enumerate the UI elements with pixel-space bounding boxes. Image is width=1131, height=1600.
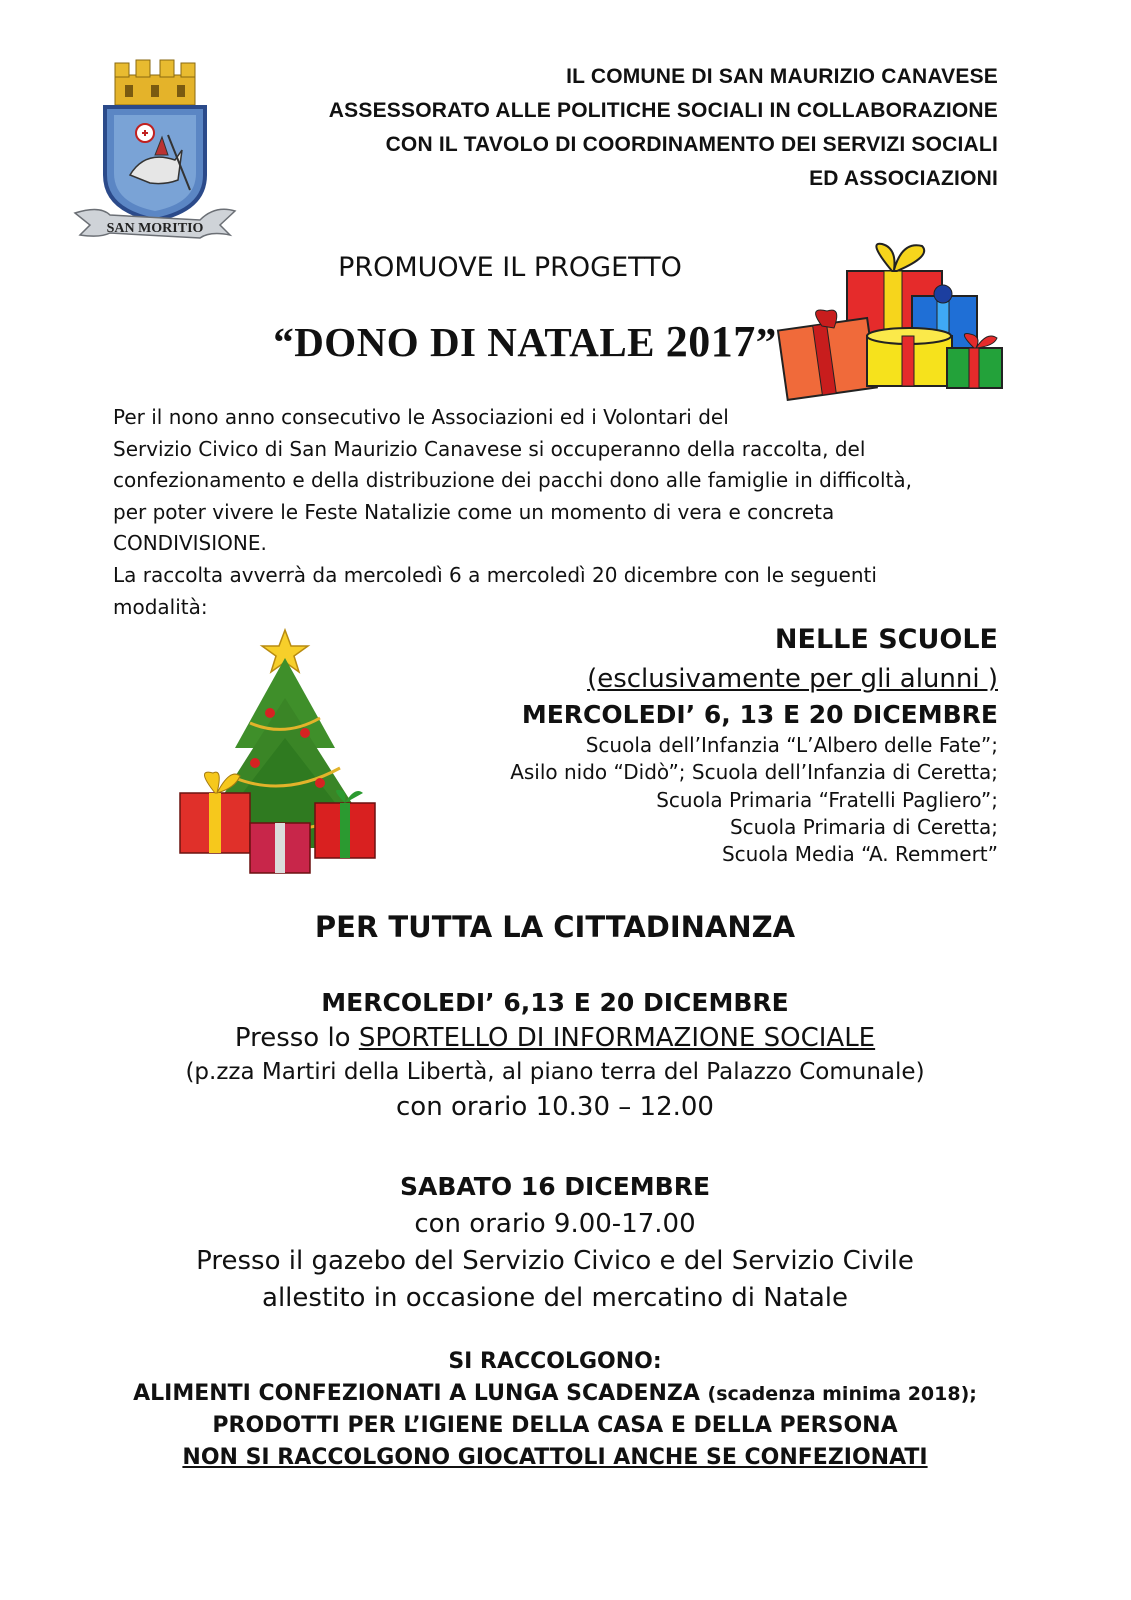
schools-section xyxy=(510,620,998,868)
wednesday-place xyxy=(0,1021,1110,1056)
intro-line: La raccolta avverrà da mercoledì 6 a mercoledì 20 dicembre con le seguenti xyxy=(113,562,877,587)
header-line: ED ASSOCIAZIONI xyxy=(809,167,998,190)
schools-list xyxy=(510,732,998,868)
municipal-crest-icon xyxy=(70,55,240,255)
intro-paragraph-2 xyxy=(113,560,1013,623)
intro-line: Per il nono anno consecutivo le Associazioni ed i Volontari del xyxy=(113,405,729,429)
school-item: Scuola Media “A. Remmert” xyxy=(721,842,998,867)
saturday-hours: con orario 9.00-17.00 xyxy=(414,1209,696,1239)
promo-subtitle: PROMUOVE IL PROGETTO xyxy=(338,252,682,283)
place-prefix: Presso lo xyxy=(234,1023,359,1053)
intro-line: per poter vivere le Feste Natalizie come un momento di vera e concreta xyxy=(113,499,835,524)
collect-hygiene: PRODOTTI PER L’IGIENE DELLA CASA E DELLA PERSONA xyxy=(212,1413,898,1438)
collect-food xyxy=(0,1378,1110,1410)
schools-dates: MERCOLEDI’ 6, 13 E 20 DICEMBRE xyxy=(521,700,998,729)
school-item: Scuola Primaria “Fratelli Pagliero”; xyxy=(656,787,998,812)
intro-line: modalità: xyxy=(113,594,208,619)
intro-line: Servizio Civico di San Maurizio Canavese si occuperanno della raccolta, del xyxy=(113,436,866,461)
wednesday-collection xyxy=(0,985,1110,1126)
saturday-date: SABATO 16 DICEMBRE xyxy=(399,1172,711,1201)
place-name: SPORTELLO DI INFORMAZIONE SOCIALE xyxy=(358,1023,876,1053)
school-item: Asilo nido “Didò”; Scuola dell’Infanzia di Ceretta; xyxy=(510,760,998,785)
saturday-place-line: allestito in occasione del mercatino di Natale xyxy=(262,1283,848,1313)
school-item: Scuola Primaria di Ceretta; xyxy=(729,814,998,839)
header-line: CON IL TAVOLO DI COORDINAMENTO DEI SERVIZI SOCIALI xyxy=(385,133,998,156)
wednesday-hours: con orario 10.30 – 12.00 xyxy=(396,1092,714,1122)
food-note: (scadenza minima 2018); xyxy=(707,1383,977,1405)
title-open: “DONO DI NATALE xyxy=(273,319,666,365)
collected-items xyxy=(0,1346,1110,1474)
header-line: IL COMUNE DI SAN MAURIZIO CANAVESE xyxy=(566,65,998,88)
crest-motto: SAN MORITIO xyxy=(106,221,204,236)
saturday-place-line: Presso il gazebo del Servizio Civico e del Servizio Civile xyxy=(196,1246,914,1276)
intro-line: confezionamento e della distribuzione dei pacchi dono alle famiglie in difficoltà, xyxy=(113,468,912,493)
schools-heading: NELLE SCUOLE xyxy=(774,624,998,655)
wednesday-address: (p.zza Martiri della Libertà, al piano terra del Palazzo Comunale) xyxy=(185,1059,925,1085)
issuer-header xyxy=(329,60,998,196)
header-line: ASSESSORATO ALLE POLITICHE SOCIALI IN COLLABORAZIONE xyxy=(328,99,998,122)
intro-text xyxy=(113,402,1013,623)
no-toys-notice: NON SI RACCOLGONO GIOCATTOLI ANCHE SE CONFEZIONATI xyxy=(182,1445,928,1470)
title-year: 2017 xyxy=(665,317,756,366)
wednesday-dates: MERCOLEDI’ 6,13 E 20 DICEMBRE xyxy=(321,988,789,1017)
gift-boxes-icon xyxy=(772,236,1027,401)
collect-heading: SI RACCOLGONO: xyxy=(448,1349,662,1374)
citizens-heading: PER TUTTA LA CITTADINANZA xyxy=(314,910,796,944)
title-close: ” xyxy=(755,319,777,365)
christmas-tree-icon xyxy=(175,618,390,883)
food-label: ALIMENTI CONFEZIONATI A LUNGA SCADENZA xyxy=(133,1381,708,1406)
schools-note: (esclusivamente per gli alunni ) xyxy=(587,664,998,694)
saturday-collection xyxy=(0,1168,1110,1317)
intro-paragraph-1 xyxy=(113,402,1013,560)
school-item: Scuola dell’Infanzia “L’Albero delle Fate”; xyxy=(585,733,998,757)
intro-line: CONDIVISIONE. xyxy=(113,531,267,556)
